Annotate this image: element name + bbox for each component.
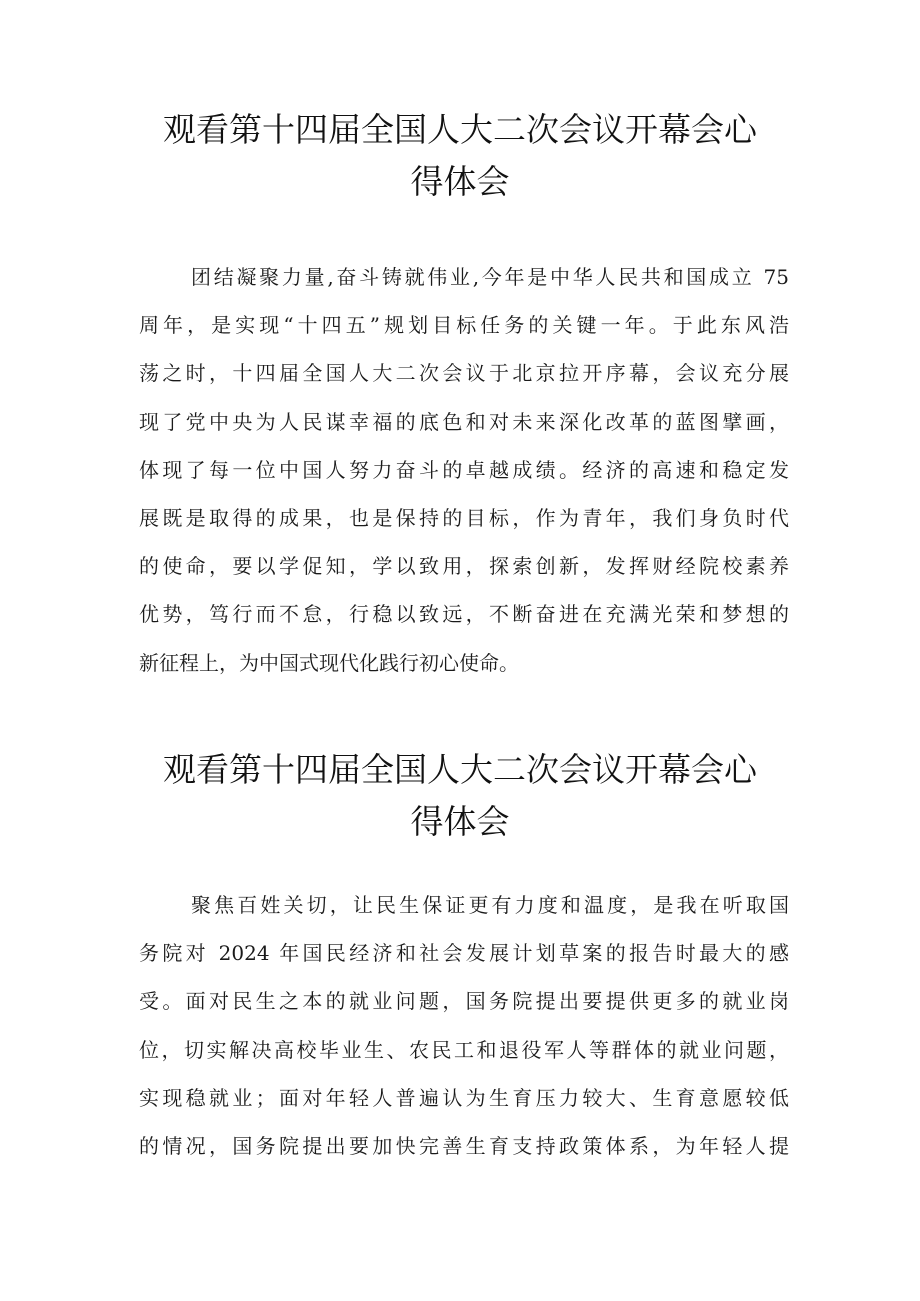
section-1-paragraph [139, 253, 789, 687]
paragraph-line: 务院对 2024 年国民经济和社会发展计划草案的报告时最大的感 [139, 941, 789, 966]
section-1-title-line-2: 得体会 [410, 162, 510, 201]
paragraph-line: 现了党中央为人民谋幸福的底色和对未来深化改革的蓝图擘画， [139, 409, 789, 434]
paragraph-line: 体现了每一位中国人努力奋斗的卓越成绩。经济的高速和稳定发 [139, 457, 789, 482]
paragraph-line: 的使命，要以学促知，学以致用，探索创新，发挥财经院校素养 [139, 554, 789, 579]
paragraph-line: 新征程上，为中国式现代化践行初心使命。 [139, 650, 519, 675]
paragraph-line: 团结凝聚力量,奋斗铸就伟业,今年是中华人民共和国成立 75 [191, 265, 789, 289]
section-1-title [100, 104, 820, 208]
paragraph-line: 的情况，国务院提出要加快完善生育支持政策体系，为年轻人提 [139, 1133, 789, 1158]
section-2-title-line-2: 得体会 [410, 802, 510, 841]
section-2-title-line-1: 观看第十四届全国人大二次会议开幕会心 [163, 750, 757, 789]
paragraph-line: 受。面对民生之本的就业问题，国务院提出要提供更多的就业岗 [139, 989, 789, 1014]
paragraph-line: 实现稳就业；面对年轻人普遍认为生育压力较大、生育意愿较低 [139, 1085, 789, 1110]
paragraph-line: 聚焦百姓关切，让民生保证更有力度和温度，是我在听取国 [191, 893, 789, 917]
paragraph-line: 优势，笃行而不怠，行稳以致远，不断奋进在充满光荣和梦想的 [139, 602, 789, 627]
paragraph-line: 位，切实解决高校毕业生、农民工和退役军人等群体的就业问题， [139, 1037, 789, 1062]
paragraph-line: 展既是取得的成果，也是保持的目标，作为青年，我们身负时代 [139, 505, 789, 530]
section-1-title-line-1: 观看第十四届全国人大二次会议开幕会心 [163, 110, 757, 149]
section-2-paragraph [139, 881, 789, 1170]
paragraph-line: 周年，是实现“十四五”规划目标任务的关键一年。于此东风浩 [139, 313, 789, 338]
section-2-title [100, 744, 820, 848]
paragraph-line: 荡之时，十四届全国人大二次会议于北京拉开序幕，会议充分展 [139, 361, 789, 386]
